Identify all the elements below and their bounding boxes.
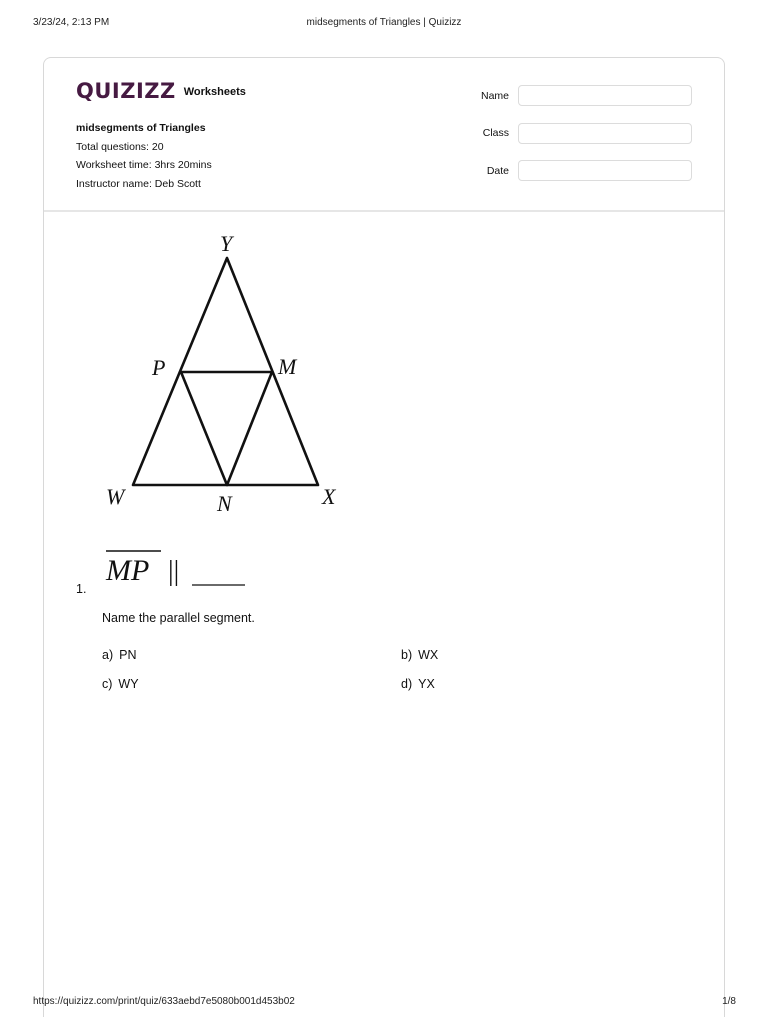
name-label: Name	[480, 90, 509, 102]
option-letter: d)	[401, 677, 413, 691]
quizizz-logo	[76, 79, 246, 103]
option-a[interactable]	[102, 648, 137, 662]
class-field[interactable]	[518, 123, 692, 144]
page-number: 1/8	[722, 996, 736, 1007]
logo-product: Worksheets	[183, 86, 246, 98]
option-letter: a)	[102, 648, 114, 662]
worksheet-time: Worksheet time: 3hrs 20mins	[76, 159, 212, 171]
vertex-label-w: W	[106, 484, 125, 509]
option-d[interactable]	[401, 677, 435, 691]
parallel-symbol: ||	[168, 556, 180, 587]
worksheet-header	[44, 58, 724, 212]
print-page-title: midsegments of Triangles | Quizizz	[306, 17, 462, 28]
instructor-name: Instructor name: Deb Scott	[76, 177, 201, 190]
triangle-midsegment-figure	[100, 228, 350, 518]
vertex-label-p: P	[152, 355, 166, 380]
class-label: Class	[482, 127, 509, 139]
midsegment-triangle-pmn	[181, 372, 272, 485]
option-c[interactable]	[102, 677, 139, 691]
total-questions: Total questions: 20	[76, 140, 164, 153]
date-field[interactable]	[518, 160, 692, 181]
question-expression	[104, 548, 254, 588]
vertex-label-y: Y	[220, 231, 233, 256]
vertex-label-m: M	[278, 354, 297, 379]
worksheet-title: midsegments of Triangles	[76, 122, 206, 134]
print-header	[0, 0, 768, 40]
date-label: Date	[486, 165, 509, 177]
option-b[interactable]	[401, 648, 438, 662]
option-text: PN	[119, 648, 137, 662]
segment-name: MP	[106, 554, 150, 587]
option-text: WX	[418, 648, 439, 662]
vertex-label-x: X	[322, 484, 336, 509]
worksheet-card	[43, 57, 725, 1017]
vertex-label-n: N	[217, 491, 232, 516]
option-text: WY	[118, 677, 139, 691]
option-letter: b)	[401, 648, 413, 662]
question-number: 1.	[76, 582, 87, 596]
question-prompt: Name the parallel segment.	[102, 611, 255, 625]
option-text: YX	[418, 677, 435, 691]
name-field[interactable]	[518, 85, 692, 106]
print-datetime: 3/23/24, 2:13 PM	[33, 17, 110, 28]
option-letter: c)	[102, 677, 113, 691]
logo-wordmark: QUIZIZZ	[76, 79, 176, 103]
worksheet-info	[76, 119, 212, 193]
print-url: https://quizizz.com/print/quiz/633aebd7e5080b001d453b02	[33, 996, 295, 1007]
